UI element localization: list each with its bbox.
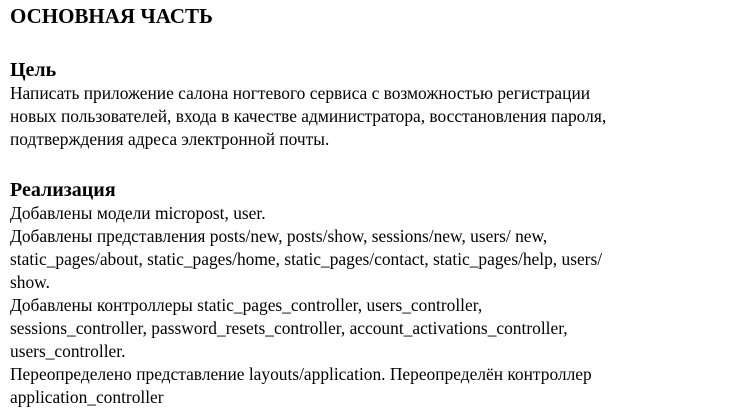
implementation-line: Добавлены представления posts/new, posts/show, sessions/new, users/ new, (10, 226, 548, 246)
implementation-line: application_controller (10, 387, 164, 407)
document-page (10, 3, 735, 409)
goal-line: подтверждения адреса электронной почты. (10, 129, 330, 149)
goal-line: новых пользователей, входа в качестве администратора, восстановления пароля, (10, 106, 607, 126)
implementation-line: sessions_controller, password_resets_controller, account_activations_controller, (10, 318, 568, 338)
implementation-line: Добавлены модели micropost, user. (10, 203, 266, 223)
implementation-heading: Реализация (10, 179, 116, 201)
implementation-line: static_pages/about, static_pages/home, static_pages/contact, static_pages/help, users/ (10, 249, 603, 269)
implementation-section (10, 178, 735, 409)
page-title: ОСНОВНАЯ ЧАСТЬ (10, 4, 213, 28)
goal-section (10, 58, 735, 151)
goal-heading: Цель (10, 59, 57, 81)
implementation-line: users_controller. (10, 341, 126, 361)
spacer (10, 151, 735, 178)
implementation-line: show. (10, 272, 50, 292)
implementation-line: Добавлены контроллеры static_pages_controller, users_controller, (10, 295, 483, 315)
goal-line: Написать приложение салона ногтевого сервиса с возможностью регистрации (10, 83, 591, 103)
implementation-line: Переопределено представление layouts/application. Переопределён контроллер (10, 364, 592, 384)
spacer (10, 29, 735, 58)
